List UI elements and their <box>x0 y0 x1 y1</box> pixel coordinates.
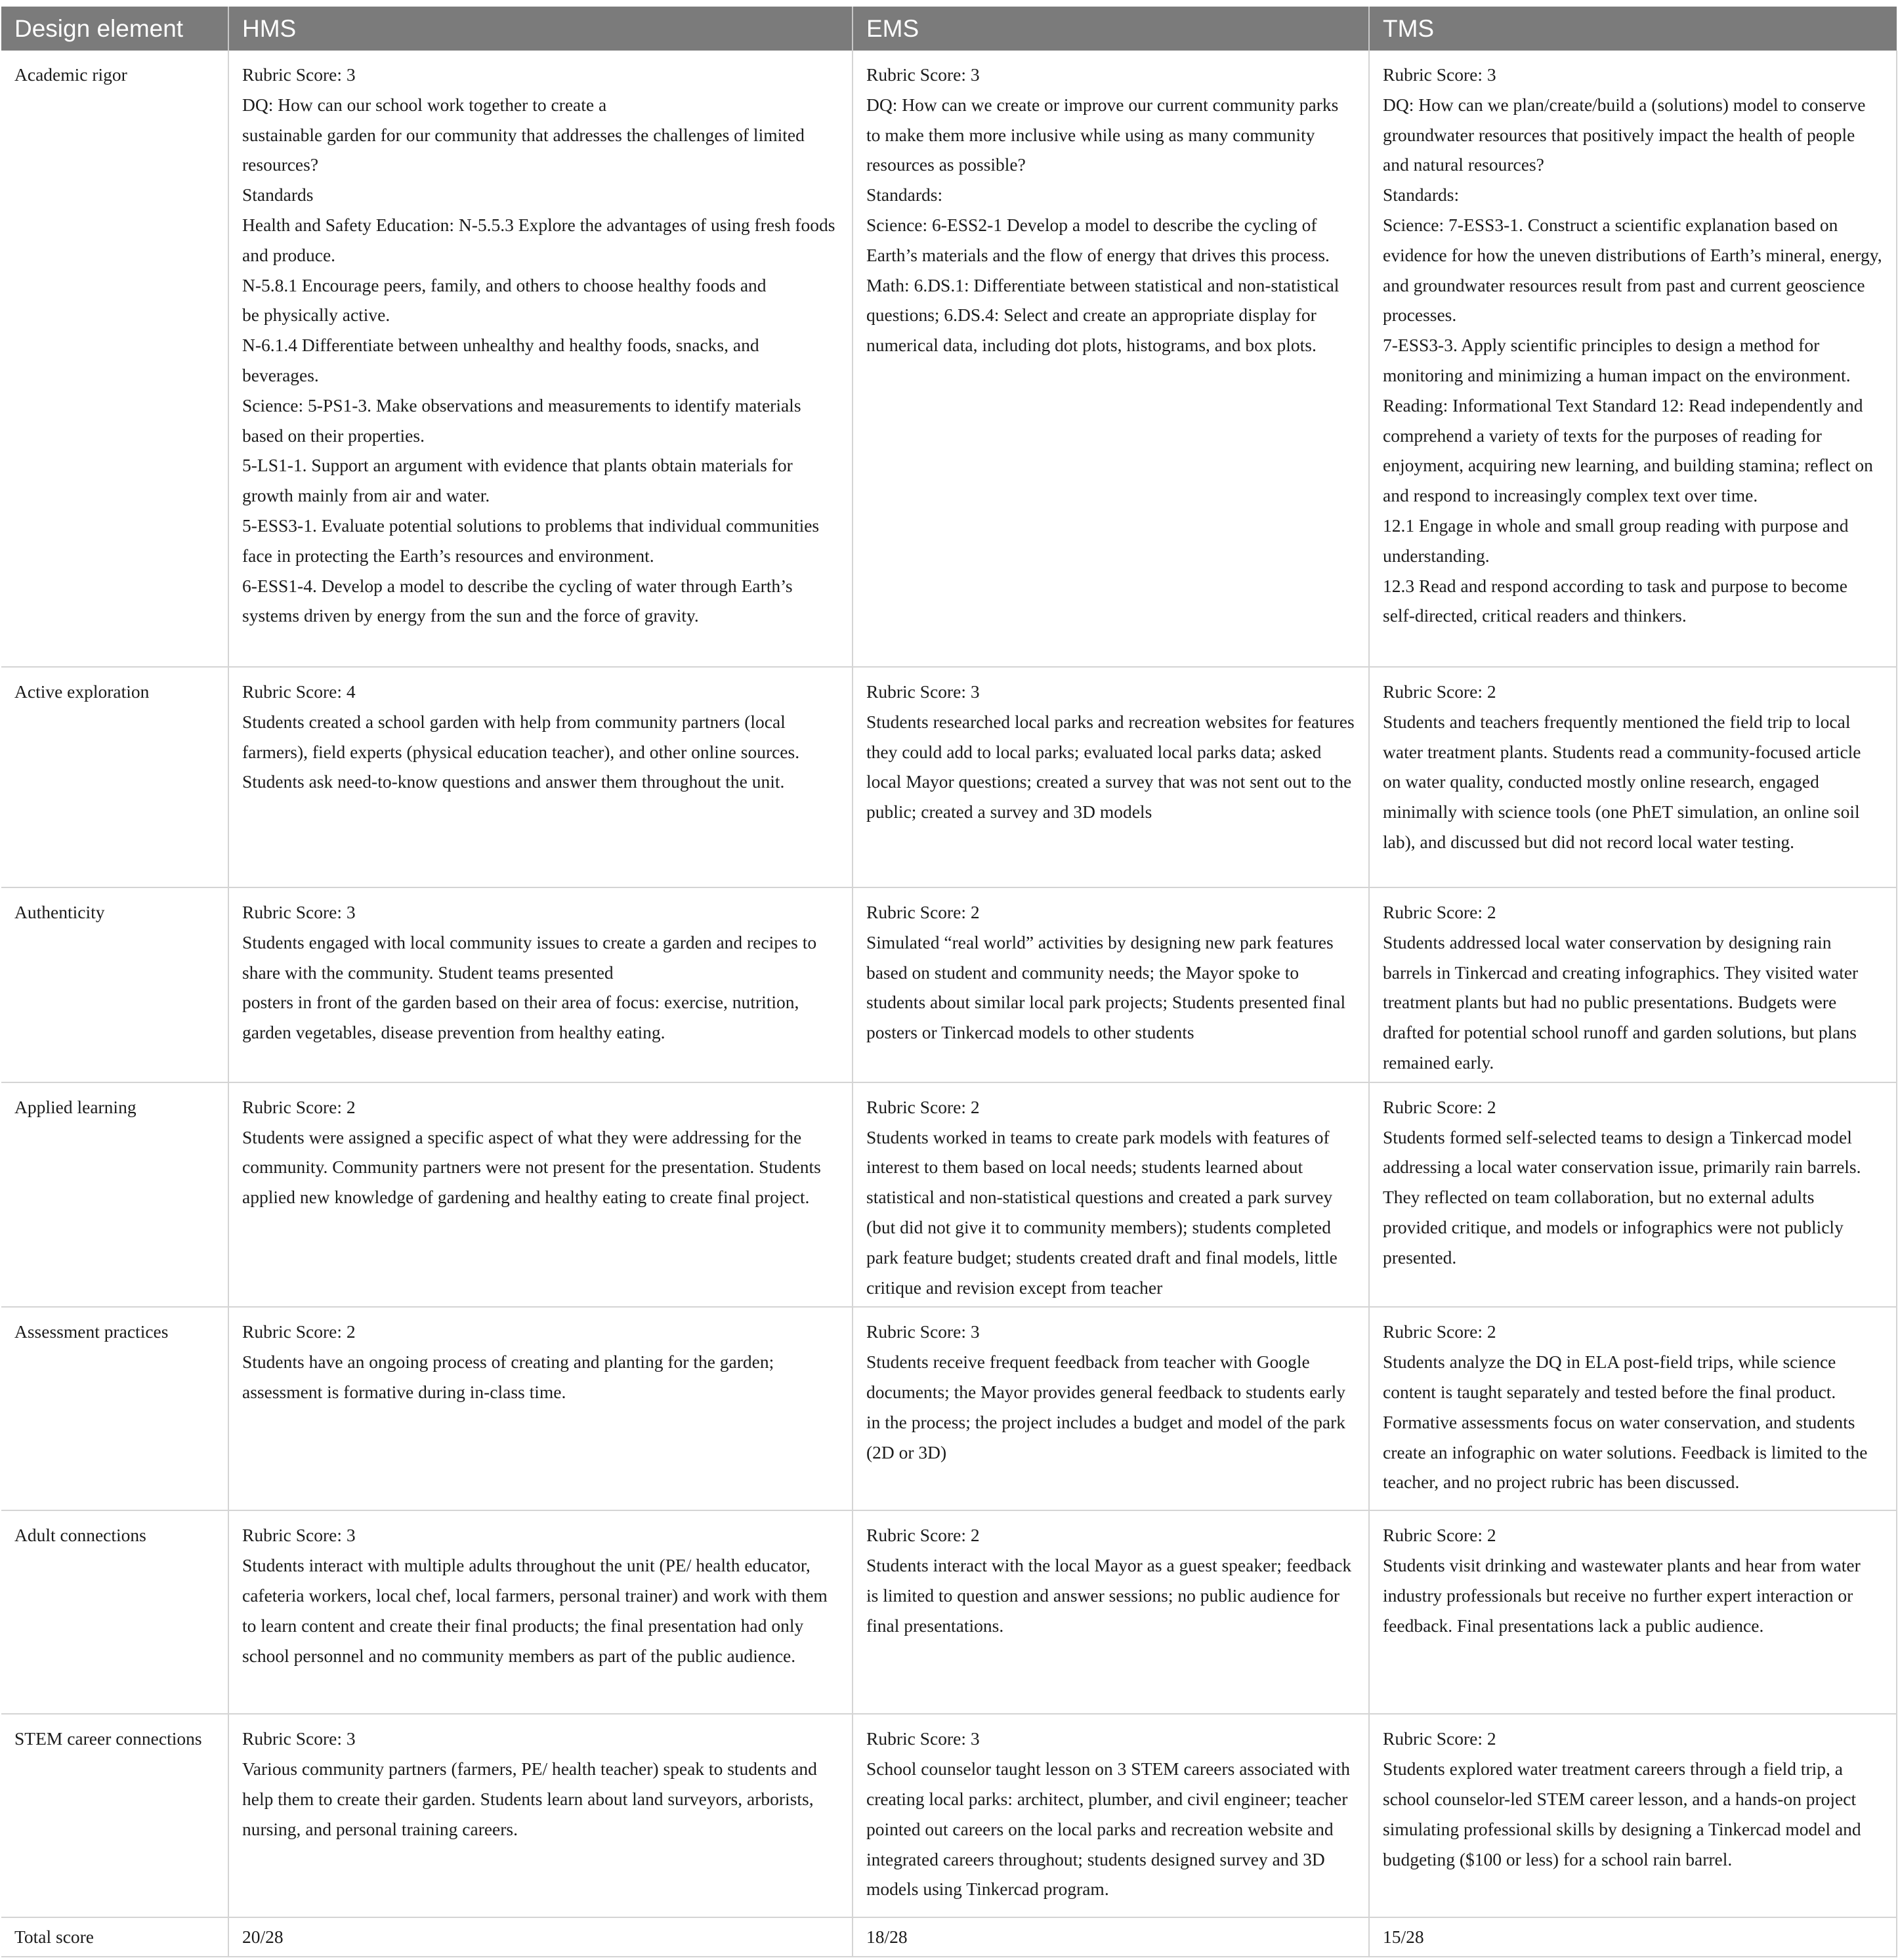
cell-paragraph: Science: 6-ESS2-1 Develop a model to describe the cycling of Earth’s materials and the flow of energy that drives this process. <box>866 214 1330 265</box>
total-hms: 20/28 <box>228 1917 853 1957</box>
header-ems: EMS <box>853 7 1369 51</box>
total-ems: 18/28 <box>853 1917 1369 1957</box>
rubric-score: Rubric Score: 2 <box>1383 1728 1496 1749</box>
table-row <box>1 1510 1897 1714</box>
tms-cell <box>1369 1082 1897 1308</box>
tms-cell <box>1369 887 1897 1082</box>
cell-paragraph: Math: 6.DS.1: Differentiate between statistical and non-statistical questions; 6.DS.4: Select and create an appropriate display for numerical data, including dot plots, histograms, and box plots. <box>866 274 1339 356</box>
ems-cell <box>853 51 1369 667</box>
rubric-score: Rubric Score: 2 <box>242 1096 356 1117</box>
cell-paragraph: 5-ESS3-1. Evaluate potential solutions to problems that individual communities face in protecting the Earth’s resources and environment. <box>242 515 820 566</box>
cell-paragraph: 5-LS1-1. Support an argument with evidence that plants obtain materials for growth mainly from air and water. <box>242 455 793 506</box>
rubric-score: Rubric Score: 3 <box>866 64 980 85</box>
design-element-cell: Academic rigor <box>1 51 228 667</box>
cell-paragraph: Students worked in teams to create park models with features of interest to them based on local needs; students learned about statistical and non-statistical questions and created a park survey (but did not give it to community members); students completed park feature budget; students created draft and final models, little critique and revision except from teacher <box>866 1126 1338 1298</box>
cell-paragraph: 12.1 Engage in whole and small group reading with purpose and understanding. <box>1383 515 1849 566</box>
rubric-score: Rubric Score: 3 <box>242 1728 356 1749</box>
ems-cell <box>853 667 1369 887</box>
ems-cell <box>853 887 1369 1082</box>
cell-paragraph: Standards: <box>1383 184 1460 205</box>
design-element-cell: Assessment practices <box>1 1307 228 1510</box>
design-element-cell: STEM career connections <box>1 1714 228 1917</box>
cell-paragraph: DQ: How can our school work together to create a <box>242 94 607 115</box>
design-element-cell: Applied learning <box>1 1082 228 1308</box>
table-row <box>1 887 1897 1082</box>
ems-cell <box>853 1510 1369 1714</box>
rubric-score: Rubric Score: 3 <box>242 1525 356 1546</box>
cell-paragraph: 7-ESS3-3. Apply scientific principles to design a method for monitoring and minimizing a human impact on the environment. <box>1383 335 1851 385</box>
table-row <box>1 1714 1897 1917</box>
header-design-element: Design element <box>1 7 228 51</box>
table-header <box>1 7 1897 51</box>
cell-paragraph: Simulated “real world” activities by designing new park features based on student and community needs; the Mayor spoke to students about similar local park projects; Students presented final posters or Tinkercad models to other students <box>866 931 1346 1043</box>
rubric-score: Rubric Score: 3 <box>242 902 356 922</box>
hms-cell <box>228 1714 853 1917</box>
cell-paragraph: Science: 5-PS1-3. Make observations and measurements to identify materials based on their properties. <box>242 394 801 446</box>
cell-paragraph: Students engaged with local community issues to create a garden and recipes to share with the community. Student teams presented <box>242 931 817 983</box>
tms-cell <box>1369 51 1897 667</box>
ems-cell <box>853 1307 1369 1510</box>
cell-paragraph: Standards <box>242 184 314 205</box>
cell-paragraph: DQ: How can we create or improve our current community parks to make them more inclusive while using as many community resources as possible? <box>866 94 1339 175</box>
rubric-score: Rubric Score: 3 <box>1383 64 1496 85</box>
ems-cell <box>853 1714 1369 1917</box>
tms-cell <box>1369 1714 1897 1917</box>
rubric-score: Rubric Score: 2 <box>1383 1321 1496 1342</box>
design-element-cell: Authenticity <box>1 887 228 1082</box>
rubric-score: Rubric Score: 2 <box>866 1525 980 1546</box>
table-body <box>1 51 1897 1957</box>
table-row <box>1 667 1897 887</box>
hms-cell <box>228 667 853 887</box>
cell-paragraph: 12.3 Read and respond according to task and purpose to become self-directed, critical readers and thinkers. <box>1383 575 1847 626</box>
tms-cell <box>1369 1307 1897 1510</box>
cell-paragraph: School counselor taught lesson on 3 STEM careers associated with creating local parks: architect, plumber, and civil engineer; teacher pointed out careers on the local parks and recreation website and integrated careers throughout; students designed survey and 3D models using Tinkercad program. <box>866 1758 1350 1900</box>
cell-paragraph: Reading: Informational Text Standard 12: Read independently and comprehend a variety of texts for the purposes of reading for enjoyment, acquiring new learning, and building stamina; reflect on and respond to increasingly complex text over time. <box>1383 394 1873 506</box>
cell-paragraph: Students addressed local water conservation by designing rain barrels in Tinkercad and creating infographics. They visited water treatment plants but had no public presentations. Budgets were drafted for potential school runoff and garden solutions, but plans remained early. <box>1383 931 1859 1073</box>
cell-paragraph: 6-ESS1-4. Develop a model to describe the cycling of water through Earth’s systems driven by energy from the sun and the force of gravity. <box>242 575 793 626</box>
rubric-score: Rubric Score: 3 <box>866 1728 980 1749</box>
cell-paragraph: Students interact with multiple adults throughout the unit (PE/ health educator, cafeteria workers, local chef, local farmers, personal trainer) and work with them to learn content and create their final products; the final presentation had only school personnel and no community members as part of the public audience. <box>242 1555 828 1666</box>
cell-paragraph: Various community partners (farmers, PE/ health teacher) speak to students and help them to create their garden. Students learn about land surveyors, arborists, nursing, and personal training careers. <box>242 1758 817 1839</box>
cell-paragraph: Students analyze the DQ in ELA post-field trips, while science content is taught separately and tested before the final product. Formative assessments focus on water conservation, and students create an infographic on water solutions. Feedback is limited to the teacher, and no project rubric has been discussed. <box>1383 1352 1868 1493</box>
rubric-score: Rubric Score: 2 <box>1383 1096 1496 1117</box>
cell-paragraph: Students and teachers frequently mentioned the field trip to local water treatment plants. Students read a community-focused article on water quality, conducted mostly online research, engaged minimally with science tools (one PhET simulation, an online soil lab), and discussed but did not record local water testing. <box>1383 711 1861 852</box>
cell-paragraph: sustainable garden for our community that addresses the challenges of limited resources? <box>242 124 805 175</box>
rubric-score: Rubric Score: 2 <box>1383 1525 1496 1546</box>
cell-paragraph: Students interact with the local Mayor as a guest speaker; feedback is limited to question and answer sessions; no public audience for final presentations. <box>866 1555 1352 1636</box>
cell-paragraph: Students were assigned a specific aspect of what they were addressing for the community. Community partners were not present for the presentation. Students applied new knowledge of gardening and healthy eating to create final project. <box>242 1126 821 1208</box>
tms-cell <box>1369 667 1897 887</box>
tms-cell <box>1369 1510 1897 1714</box>
rubric-score: Rubric Score: 3 <box>866 681 980 702</box>
cell-paragraph: Students created a school garden with help from community partners (local farmers), field experts (physical education teacher), and other online sources. Students ask need-to-know questions and answer them throughout the unit. <box>242 711 800 792</box>
rubric-score: Rubric Score: 2 <box>242 1321 356 1342</box>
rubric-score: Rubric Score: 2 <box>1383 681 1496 702</box>
cell-paragraph: Students receive frequent feedback from teacher with Google documents; the Mayor provides general feedback to students early in the process; the project includes a budget and model of the park (2D or 3D) <box>866 1352 1346 1462</box>
rubric-score: Rubric Score: 2 <box>866 1096 980 1117</box>
design-element-cell: Active exploration <box>1 667 228 887</box>
design-element-cell: Adult connections <box>1 1510 228 1714</box>
cell-paragraph: be physically active. <box>242 305 390 326</box>
table-row <box>1 1307 1897 1510</box>
hms-cell <box>228 1082 853 1308</box>
cell-paragraph: Science: 7-ESS3-1. Construct a scientific explanation based on evidence for how the uneven distributions of Earth’s mineral, energy, and groundwater resources result from past and current geoscience processes. <box>1383 214 1882 326</box>
header-hms: HMS <box>228 7 853 51</box>
hms-cell <box>228 887 853 1082</box>
rubric-score: Rubric Score: 4 <box>242 681 356 702</box>
rubric-score: Rubric Score: 2 <box>866 902 980 922</box>
total-row <box>1 1917 1897 1957</box>
cell-paragraph: Standards: <box>866 184 943 205</box>
cell-paragraph: Students visit drinking and wastewater plants and hear from water industry professionals but receive no further expert interaction or feedback. Final presentations lack a public audience. <box>1383 1555 1861 1636</box>
cell-paragraph: Students explored water treatment careers through a field trip, a school counselor-led STEM career lesson, and a hands-on project simulating professional skills by designing a Tinkercad model and budgeting ($100 or less) for a school rain barrel. <box>1383 1758 1861 1869</box>
hms-cell <box>228 1510 853 1714</box>
rubric-table <box>1 7 1897 1957</box>
hms-cell <box>228 1307 853 1510</box>
cell-paragraph: posters in front of the garden based on their area of focus: exercise, nutrition, garden vegetables, disease prevention from healthy eating. <box>242 992 799 1043</box>
cell-paragraph: Students formed self-selected teams to design a Tinkercad model addressing a local water conservation issue, primarily rain barrels. They reflected on team collaboration, but no external adults provided critique, and models or infographics were not publicly presented. <box>1383 1126 1861 1268</box>
cell-paragraph: N-6.1.4 Differentiate between unhealthy and healthy foods, snacks, and beverages. <box>242 335 759 385</box>
cell-paragraph: DQ: How can we plan/create/build a (solutions) model to conserve groundwater resources that positively impact the health of people and natural resources? <box>1383 94 1866 175</box>
ems-cell <box>853 1082 1369 1308</box>
table-row <box>1 1082 1897 1308</box>
cell-paragraph: Students researched local parks and recreation websites for features they could add to local parks; evaluated local parks data; asked local Mayor questions; created a survey that was not sent out to the public; created a survey and 3D models <box>866 711 1355 822</box>
cell-paragraph: N-5.8.1 Encourage peers, family, and others to choose healthy foods and <box>242 274 767 295</box>
total-tms: 15/28 <box>1369 1917 1897 1957</box>
total-label: Total score <box>1 1917 228 1957</box>
cell-paragraph: Health and Safety Education: N-5.5.3 Explore the advantages of using fresh foods and produce. <box>242 214 835 265</box>
cell-paragraph: Students have an ongoing process of creating and planting for the garden; assessment is formative during in-class time. <box>242 1352 774 1402</box>
rubric-score: Rubric Score: 2 <box>1383 902 1496 922</box>
hms-cell <box>228 51 853 667</box>
header-tms: TMS <box>1383 14 1435 42</box>
rubric-score: Rubric Score: 3 <box>866 1321 980 1342</box>
rubric-score: Rubric Score: 3 <box>242 64 356 85</box>
table-row <box>1 51 1897 667</box>
